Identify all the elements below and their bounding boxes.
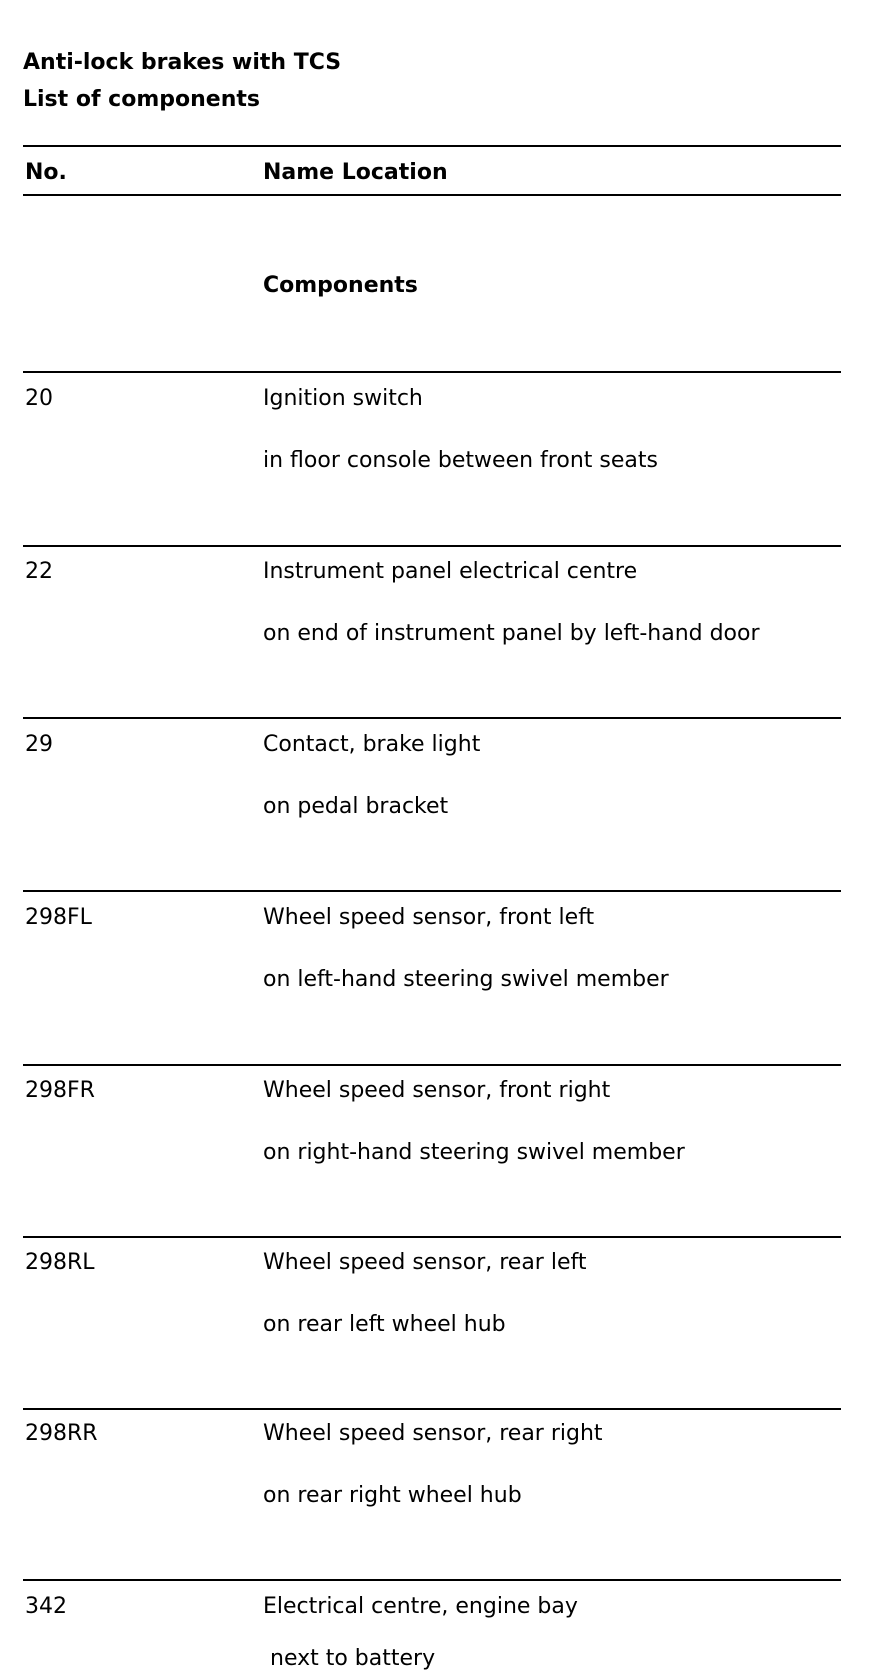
row-component-name: Instrument panel electrical centre: [263, 559, 638, 584]
document-title: Anti-lock brakes with TCS: [23, 50, 342, 75]
row-number: 29: [25, 732, 53, 757]
row-number: 20: [25, 386, 53, 411]
section-label: Components: [263, 273, 418, 298]
row-component-name: Wheel speed sensor, front right: [263, 1078, 611, 1103]
row-component-name: Electrical centre, engine bay: [263, 1594, 578, 1619]
row-number: 298RR: [25, 1421, 98, 1446]
row-location: in floor console between front seats: [263, 448, 658, 473]
row-number: 342: [25, 1594, 67, 1619]
header-bottom-rule: [23, 194, 841, 196]
row-number: 298RL: [25, 1250, 95, 1275]
header-no: No.: [25, 160, 67, 185]
row-divider: [23, 890, 841, 892]
row-divider: [23, 371, 841, 373]
row-component-name: Contact, brake light: [263, 732, 481, 757]
row-location: on left-hand steering swivel member: [263, 967, 669, 992]
row-location: on end of instrument panel by left-hand door: [263, 621, 760, 646]
row-number: 298FL: [25, 905, 92, 930]
row-component-name: Wheel speed sensor, rear right: [263, 1421, 603, 1446]
row-location: next to battery: [270, 1646, 436, 1671]
row-number: 298FR: [25, 1078, 95, 1103]
row-location: on right-hand steering swivel member: [263, 1140, 685, 1165]
row-location: on pedal bracket: [263, 794, 449, 819]
row-divider: [23, 1064, 841, 1066]
row-location: on rear right wheel hub: [263, 1483, 522, 1508]
row-divider: [23, 545, 841, 547]
row-divider: [23, 717, 841, 719]
row-divider: [23, 1408, 841, 1410]
table-top-rule: [23, 145, 841, 147]
row-number: 22: [25, 559, 53, 584]
row-component-name: Wheel speed sensor, front left: [263, 905, 595, 930]
row-divider: [23, 1579, 841, 1581]
header-name-location: Name Location: [263, 160, 448, 185]
document-subtitle: List of components: [23, 87, 260, 112]
row-component-name: Wheel speed sensor, rear left: [263, 1250, 587, 1275]
row-location: on rear left wheel hub: [263, 1312, 506, 1337]
row-divider: [23, 1236, 841, 1238]
row-component-name: Ignition switch: [263, 386, 423, 411]
